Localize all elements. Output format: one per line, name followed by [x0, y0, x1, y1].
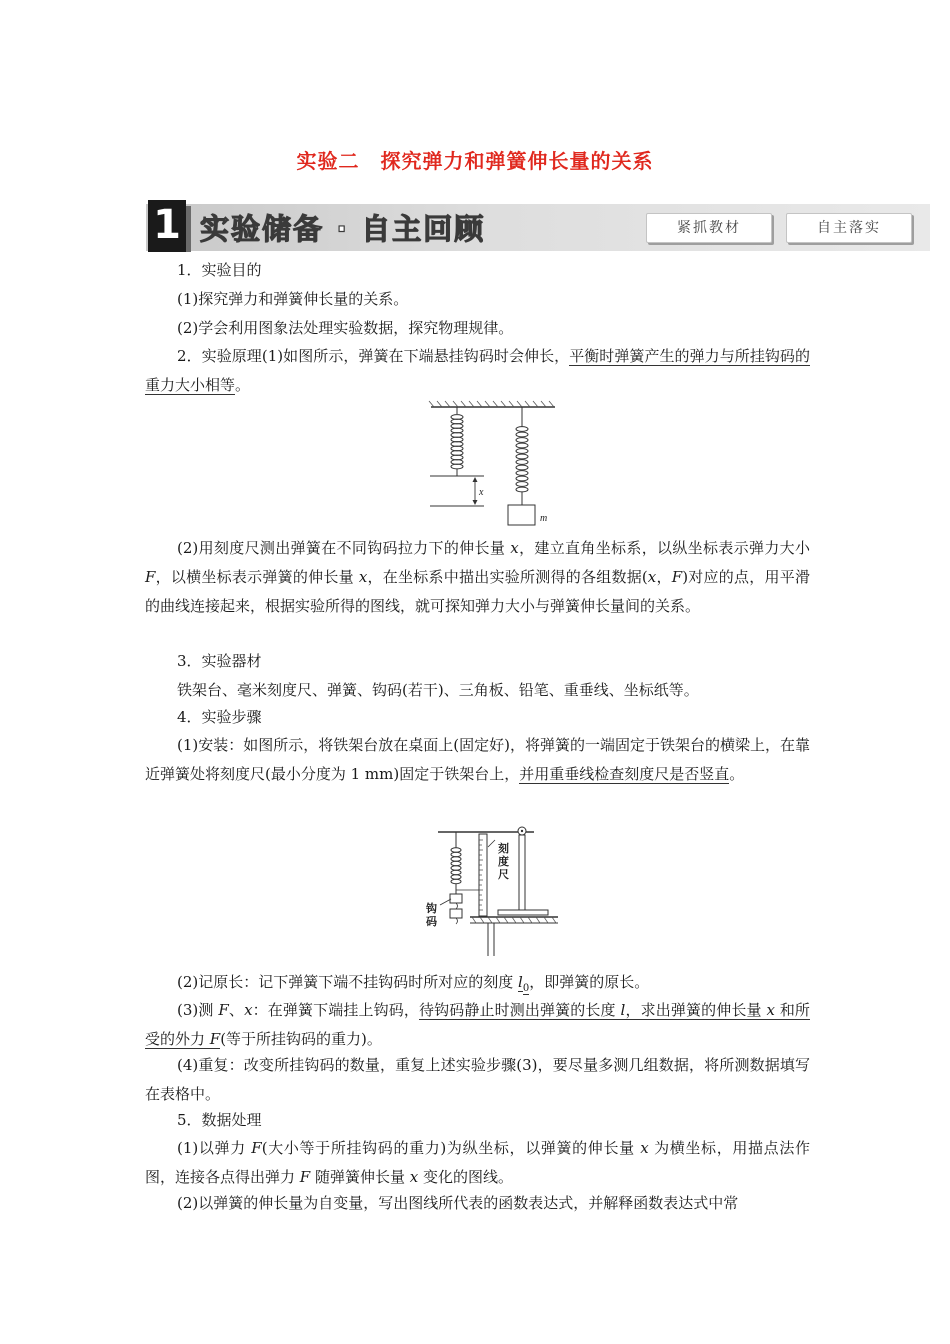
s4-heading: 4．实验步骤 [177, 708, 262, 726]
s4-2-a: (2)记原长：记下弹簧下端不挂钩码时所对应的刻度 [177, 973, 519, 991]
s2p2-e: )对应的点，用平滑的曲线连接起来，根据实验所得的图线，就可探知弹力大小与弹簧伸长量间的关系。 [145, 568, 810, 615]
s2-text-a: 2．实验原理(1)如图所示，弹簧在下端悬挂钩码时会伸长， [177, 347, 570, 365]
section-number: 1 [148, 200, 186, 252]
s2-underlined: 平衡时弹簧产生的弹力与所挂钩码的重力大小相等 [145, 347, 810, 394]
s4-3-x: x [244, 1001, 253, 1019]
s4-step4: (4)重复：改变所挂钩码的数量，重复上述实验步骤(3)，要尽量多测几组数据，将所测数据填写在表格中。 [145, 1056, 810, 1103]
s5-heading: 5．数据处理 [177, 1111, 262, 1129]
fig2-ruler-char3: 尺 [498, 868, 509, 881]
s5-item1 [145, 1134, 810, 1192]
s5-1-c: 为横坐标，用描点法作图，连接各点得出弹力 [145, 1139, 810, 1186]
springs-diagram [428, 400, 558, 530]
section-title: 实验储备 · 自主回顾 [200, 212, 486, 246]
s5-1-d: 随弹簧伸长量 [310, 1168, 410, 1186]
tag-self-study: 自主落实 [786, 213, 912, 243]
fig1-label-m: m [540, 513, 548, 524]
s4-3-b: ：在弹簧下端挂上钩码， [252, 1001, 420, 1019]
s2p2-x1: x [510, 539, 519, 557]
s4-3-sep: 、 [228, 1001, 245, 1019]
s4-1-a: (1)安装：如图所示，将铁架台放在桌面上(固定好)，将弹簧的一端固定于铁架台的横梁上，在靠近弹簧处将刻度尺(最小分度为 1 mm)固定于铁架台上， [145, 736, 810, 783]
s5-1-x2: x [409, 1168, 419, 1186]
s4-3-c: (等于所挂钩码的重力)。 [220, 1030, 382, 1048]
s2p2-F2: F [671, 568, 683, 586]
s2p2-comma: ， [656, 568, 672, 586]
s5-1-b: (大小等于所挂钩码的重力)为纵坐标，以弹簧的伸长量 [261, 1139, 641, 1157]
s4-1-underlined: 并用重垂线检查刻度尺是否竖直 [519, 765, 730, 783]
s4-1-end: 。 [729, 765, 745, 783]
s4-2-sub: 0 [522, 983, 530, 994]
fig2-weights-char1: 钩 [426, 902, 437, 915]
s4-3-u2: ，求出弹簧的伸长量 [625, 1001, 767, 1019]
s3-text: 铁架台、毫米刻度尺、弹簧、钩码(若干)、三角板、铅笔、重垂线、坐标纸等。 [177, 681, 699, 699]
s4-3-F: F [218, 1001, 229, 1019]
s1-heading: 1．实验目的 [177, 261, 262, 279]
s4-step1 [145, 731, 810, 789]
s2p2-d: ，在坐标系中描出实验所测得的各组数据( [367, 568, 648, 586]
s2p2-a: (2)用刻度尺测出弹簧在不同钩码拉力下的伸长量 [177, 539, 511, 557]
figure-springs [428, 400, 558, 530]
s2-end: 。 [235, 376, 251, 394]
fig2-weights-char2: 码 [426, 915, 437, 928]
s4-3-F2: F [209, 1030, 221, 1048]
s2p2-b: ，建立直角坐标系，以纵坐标表示弹力大小 [518, 539, 810, 557]
s5-1-e: 变化的图线。 [418, 1168, 513, 1186]
s5-item2: (2)以弹簧的伸长量为自变量，写出图线所代表的函数表达式，并解释函数表达式中常 [177, 1194, 739, 1212]
s2-p2 [145, 534, 810, 621]
s4-3-a: (3)测 [177, 1001, 219, 1019]
s4-3-u3: 和所受的外力 [145, 1001, 810, 1048]
s5-1-F2: F [299, 1168, 311, 1186]
iron-stand-diagram [420, 820, 560, 958]
s2p2-x3: x [647, 568, 657, 586]
s2p2-F1: F [145, 568, 156, 586]
figure-iron-stand [420, 820, 560, 958]
s2p2-x2: x [358, 568, 368, 586]
s3-heading: 3．实验器材 [177, 652, 262, 670]
s1-item2: (2)学会利用图象法处理实验数据，探究物理规律。 [177, 319, 514, 337]
s1-item1: (1)探究弹力和弹簧伸长量的关系。 [177, 290, 409, 308]
section-number-shadow [186, 206, 191, 252]
s5-1-F: F [251, 1139, 262, 1157]
s4-2-b: ，即弹簧的原长。 [529, 973, 650, 991]
s2-paragraph [145, 342, 810, 400]
s4-3-u1: 待钩码静止时测出弹簧的长度 [419, 1001, 621, 1019]
fig2-ruler-char1: 刻 [498, 842, 509, 855]
tag-textbook: 紧抓教材 [646, 213, 772, 243]
s2p2-c: ，以横坐标表示弹簧的伸长量 [155, 568, 359, 586]
s4-3-x2: x [766, 1001, 775, 1019]
s4-2-l: l [518, 973, 523, 991]
fig2-ruler-char2: 度 [498, 855, 509, 868]
s5-1-x: x [640, 1139, 649, 1157]
fig1-label-x: x [479, 487, 484, 498]
s5-1-a: (1)以弹力 [177, 1139, 252, 1157]
page-title: 实验二 探究弹力和弹簧伸长量的关系 [296, 149, 654, 173]
s4-3-l: l [620, 1001, 626, 1019]
s4-step3 [145, 996, 810, 1054]
